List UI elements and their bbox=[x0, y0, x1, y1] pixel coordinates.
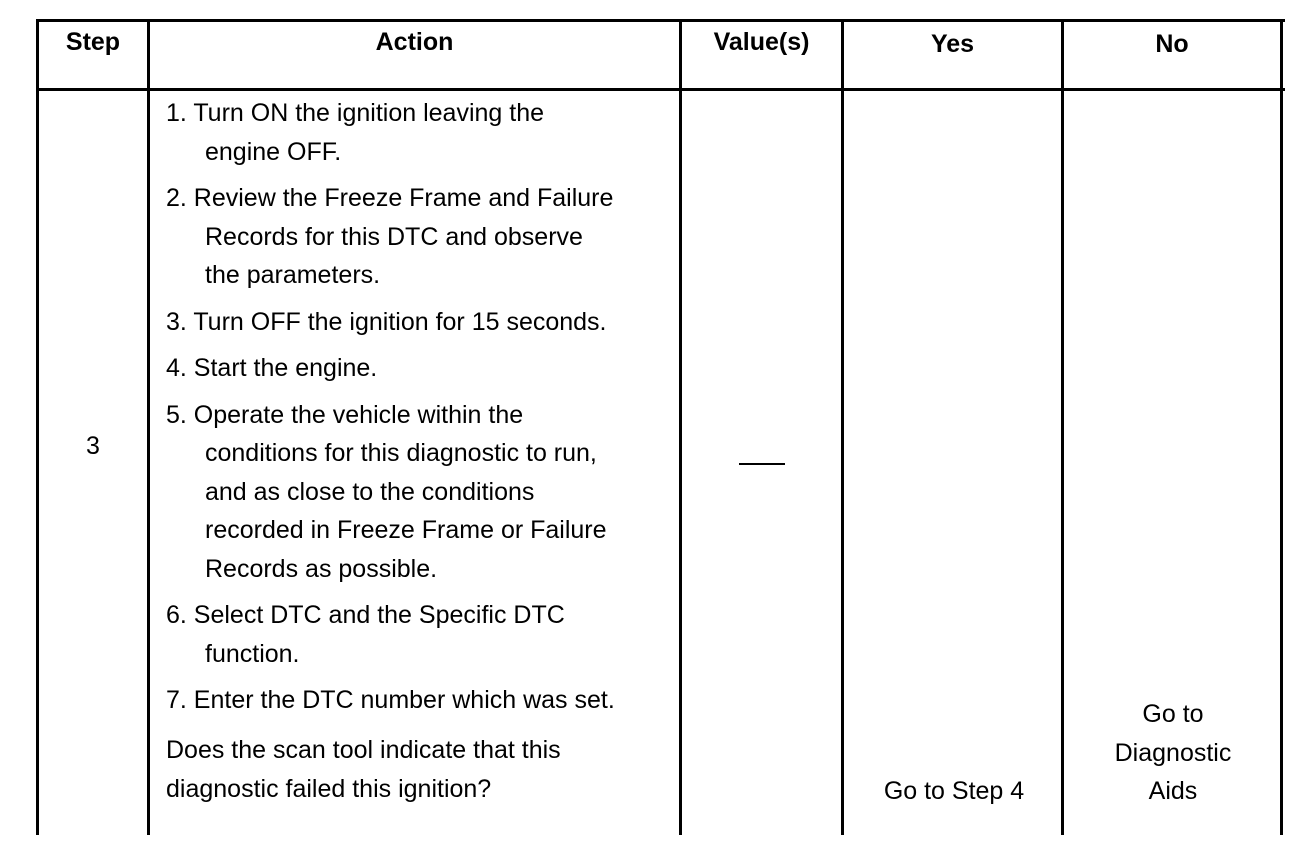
divider-values-yes bbox=[841, 19, 844, 835]
action-step-line: Records for this DTC and observe bbox=[205, 222, 583, 251]
action-step-line: 7. Enter the DTC number which was set. bbox=[166, 686, 615, 714]
action-step-list bbox=[166, 94, 676, 728]
action-step bbox=[166, 94, 676, 171]
action-step bbox=[166, 303, 676, 342]
no-result-line: Go to bbox=[1142, 700, 1204, 728]
action-step bbox=[166, 179, 676, 295]
action-step-line: 3. Turn OFF the ignition for 15 seconds. bbox=[166, 307, 607, 336]
step-number: 3 bbox=[86, 432, 100, 460]
action-step-line: Records as possible. bbox=[205, 554, 438, 583]
action-step-line: and as close to the conditions bbox=[205, 477, 535, 506]
question-line: Does the scan tool indicate that this bbox=[166, 736, 561, 764]
header-yes: Yes bbox=[930, 30, 975, 58]
header-no: No bbox=[1155, 30, 1189, 58]
action-step bbox=[166, 681, 676, 720]
action-step-line: 1. Turn ON the ignition leaving the bbox=[166, 99, 545, 127]
action-step-line: 2. Review the Freeze Frame and Failure bbox=[166, 184, 614, 212]
action-step-line: recorded in Freeze Frame or Failure bbox=[205, 516, 607, 544]
action-step-line: 5. Operate the vehicle within the bbox=[166, 400, 524, 429]
no-result-line: Diagnostic bbox=[1114, 738, 1232, 767]
left-border bbox=[36, 19, 39, 835]
question-line: diagnostic failed this ignition? bbox=[166, 774, 492, 803]
no-result bbox=[1064, 695, 1282, 811]
action-step bbox=[166, 596, 676, 673]
action-step bbox=[166, 349, 676, 388]
header-bottom-border bbox=[36, 88, 1285, 91]
action-step-line: engine OFF. bbox=[205, 137, 342, 166]
action-question bbox=[166, 731, 676, 808]
header-step: Step bbox=[65, 28, 121, 56]
action-step-line: conditions for this diagnostic to run, bbox=[205, 439, 597, 467]
header-values: Value(s) bbox=[713, 28, 810, 56]
action-step-line: 4. Start the engine. bbox=[166, 354, 378, 382]
yes-result: Go to Step 4 bbox=[883, 777, 1025, 805]
no-result-line: Aids bbox=[1148, 777, 1198, 805]
divider-step-action bbox=[147, 19, 150, 835]
divider-action-values bbox=[679, 19, 682, 835]
action-step-line: the parameters. bbox=[205, 261, 381, 289]
action-step-line: 6. Select DTC and the Specific DTC bbox=[166, 601, 565, 629]
value-dash bbox=[739, 463, 785, 465]
header-action: Action bbox=[375, 28, 454, 56]
action-step bbox=[166, 396, 676, 589]
action-step-line: function. bbox=[205, 639, 300, 668]
